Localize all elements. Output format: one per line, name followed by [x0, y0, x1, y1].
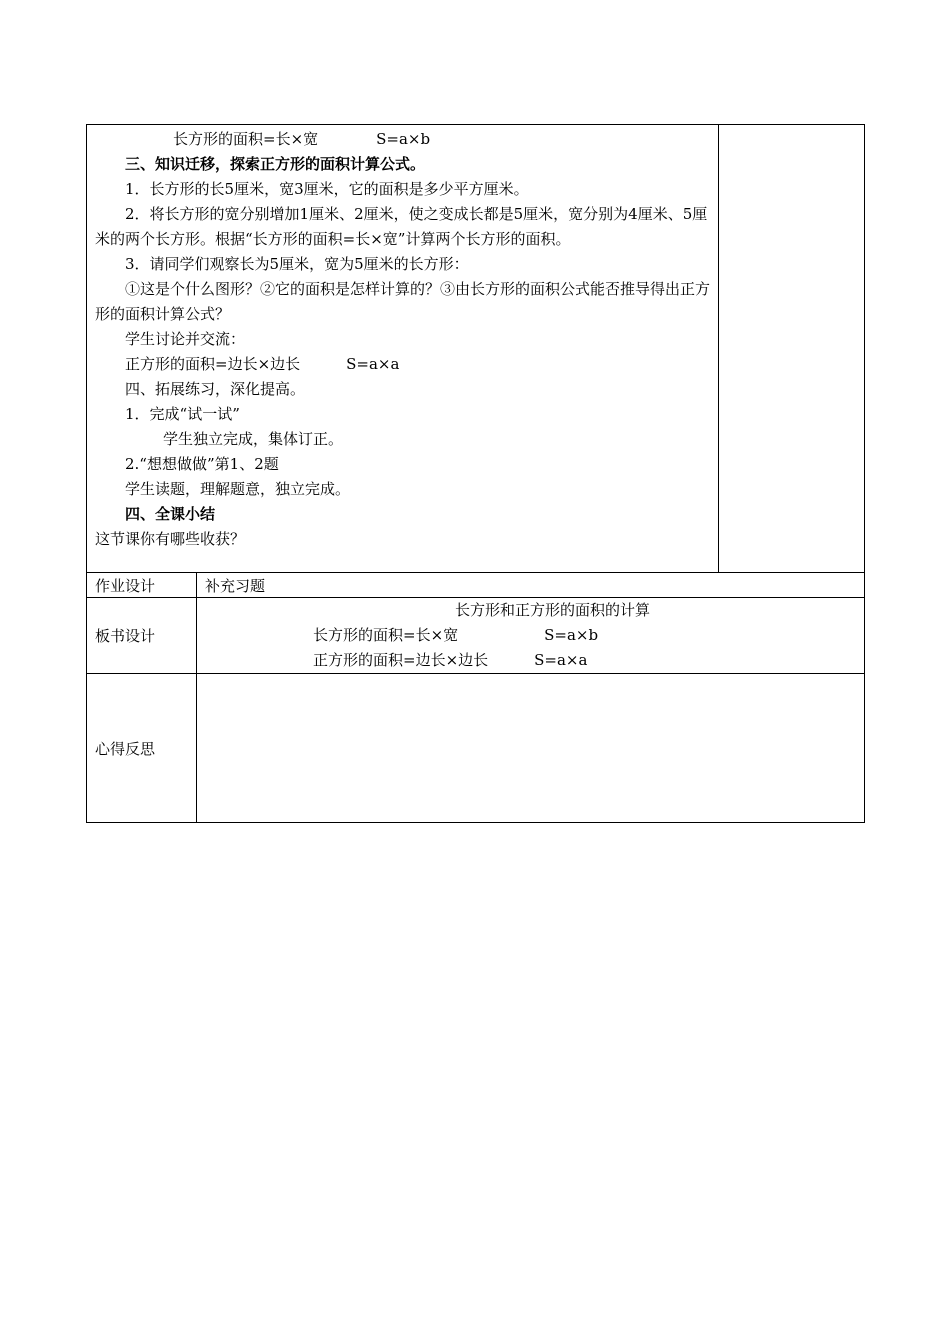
reflection-content-cell: [197, 674, 865, 823]
board-rect-text: 长方形的面积=长×宽: [313, 626, 459, 644]
lesson-plan-table: [86, 124, 865, 823]
reflection-label-cell: [87, 674, 197, 823]
step-1: 1．长方形的长5厘米，宽3厘米，它的面积是多少平方厘米。: [125, 180, 529, 198]
summary-heading: 四、全课小结: [125, 505, 216, 523]
board-row: [87, 598, 865, 674]
homework-label-cell: [87, 573, 197, 598]
board-square-text: 正方形的面积=边长×边长: [313, 651, 489, 669]
board-square-line: [197, 648, 864, 673]
board-rect-line: [197, 623, 864, 648]
homework-label: 作业设计: [95, 576, 156, 595]
homework-value: 补充习题: [205, 576, 266, 595]
practice-2-note: 学生读题，理解题意，独立完成。: [125, 480, 351, 498]
square-area-line: [95, 352, 710, 377]
practice-1: 1．完成“试一试”: [125, 405, 240, 423]
summary-question: 这节课你有哪些收获？: [95, 530, 246, 548]
rect-area-text: 长方形的面积=长×宽: [173, 130, 319, 148]
homework-row: [87, 573, 865, 598]
reflection-row: [87, 674, 865, 823]
board-square-formula: S=a×a: [534, 651, 588, 669]
rect-area-line: [95, 127, 710, 152]
reflection-label: 心得反思: [95, 739, 156, 758]
step-2: 2．将长方形的宽分别增加1厘米、2厘米，使之变成长都是5厘米，宽分别为4厘米、5厘米的两个长方形。根据“长方形的面积=长×宽”计算两个长方形的面积。: [95, 205, 708, 248]
lesson-plan-document: [86, 124, 864, 823]
board-rect-formula: S=a×b: [544, 626, 599, 644]
lesson-content-cell: [87, 125, 719, 573]
homework-value-cell: [197, 573, 865, 598]
section-heading-4: 四、拓展练习，深化提高。: [125, 380, 306, 398]
practice-1-note: 学生独立完成，集体订正。: [163, 430, 344, 448]
lesson-process-row: [87, 125, 865, 573]
square-area-text: 正方形的面积=边长×边长: [125, 355, 301, 373]
practice-2: 2.“想想做做”第1、2题: [125, 455, 279, 473]
board-label: 板书设计: [95, 627, 156, 645]
board-label-cell: [87, 598, 197, 674]
step-3: 3．请同学们观察长为5厘米，宽为5厘米的长方形：: [125, 255, 469, 273]
section-heading-3: 三、知识迁移，探索正方形的面积计算公式。: [125, 155, 426, 173]
side-notes-cell: [719, 125, 865, 573]
board-title: 长方形和正方形的面积的计算: [455, 601, 651, 619]
discussion: 学生讨论并交流：: [125, 330, 246, 348]
square-area-formula: S=a×a: [346, 355, 400, 373]
board-content-cell: [197, 598, 865, 674]
questions: ①这是个什么图形？②它的面积是怎样计算的？③由长方形的面积公式能否推导得出正方形的面积计算公式？: [95, 280, 711, 323]
rect-area-formula: S=a×b: [376, 130, 431, 148]
